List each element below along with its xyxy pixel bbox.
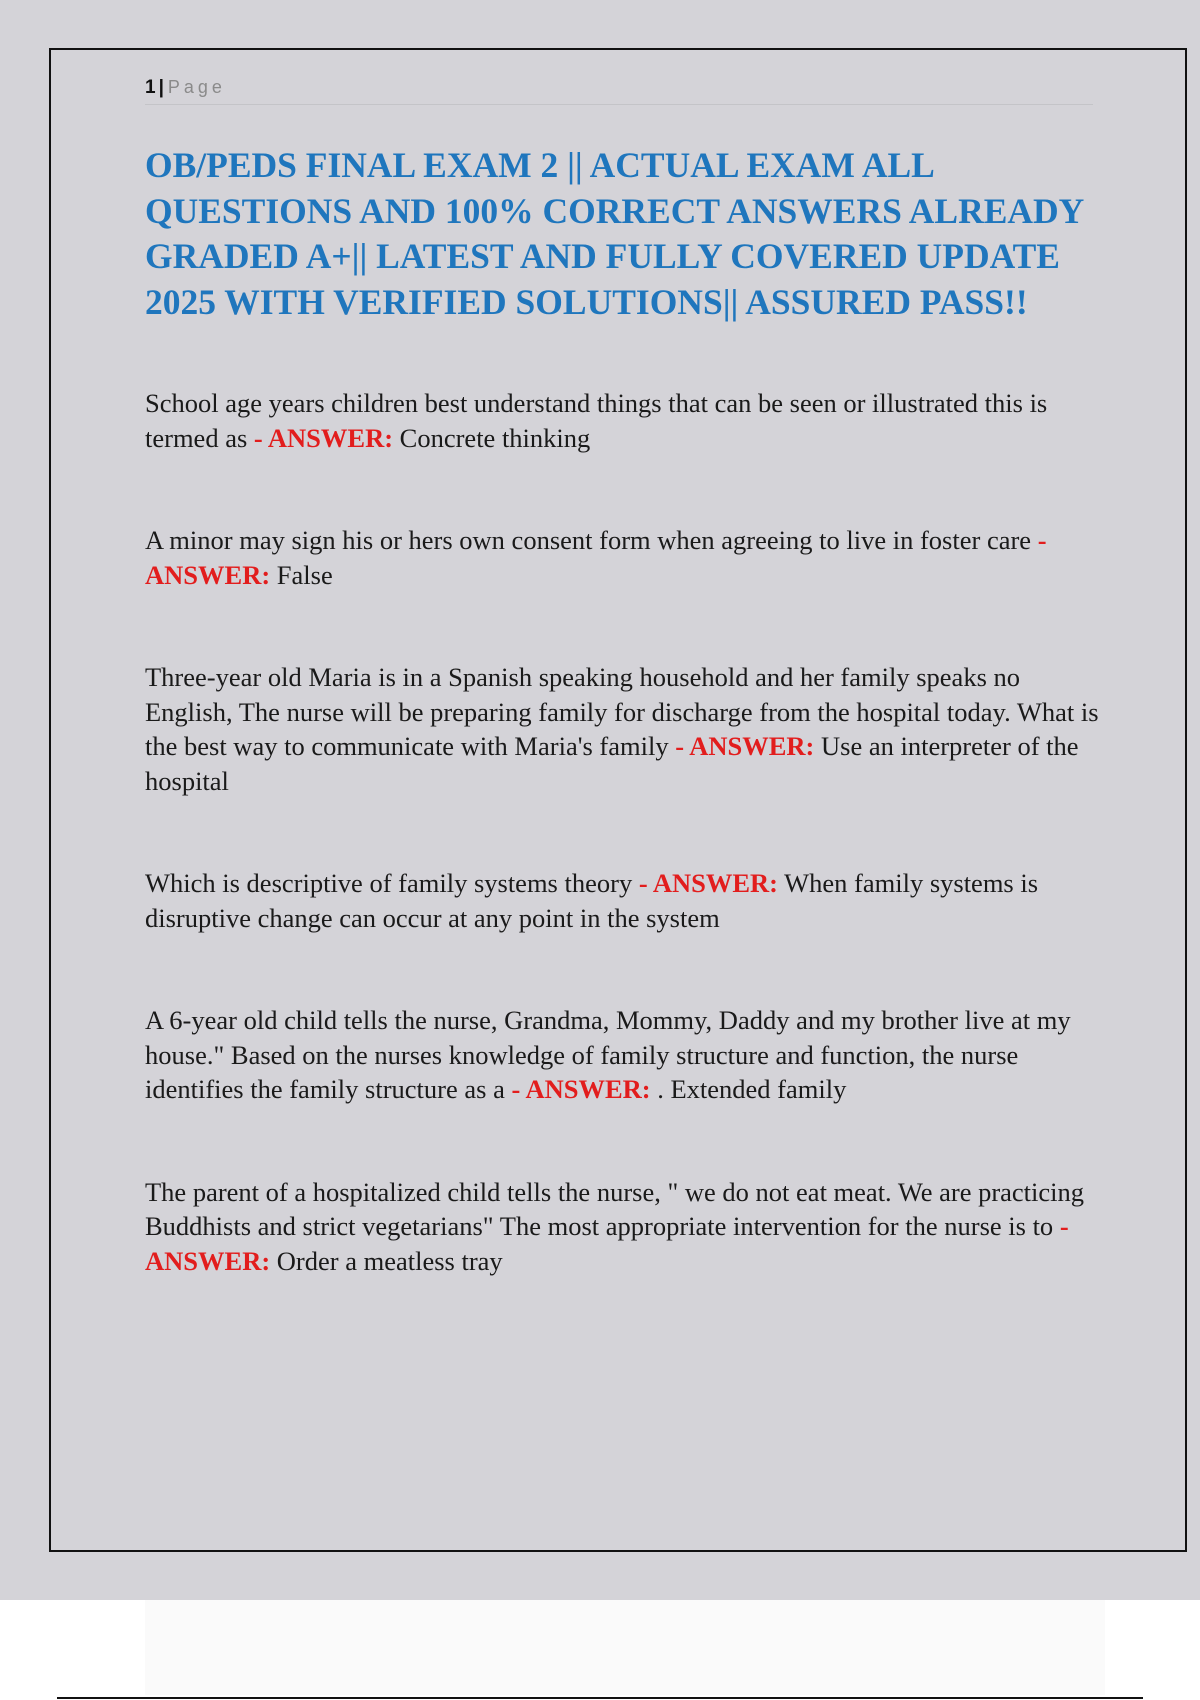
answer-marker: - ANSWER: [511,1074,651,1104]
answer-marker: - ANSWER: [675,731,815,761]
qa-item [145,1003,1105,1107]
footer-rule [57,1697,1143,1699]
answer-text: Order a meatless tray [270,1245,503,1276]
page-label: Page [167,77,226,97]
page-header [145,74,1093,105]
answer-marker: - ANSWER: [253,422,394,453]
question-text: Three-year old Maria is in a Spanish speaking household and her family speaks no English, The nurse will be preparing family for discharge from the hospital today. What is the best way to communicate with Maria's family [145,662,1099,761]
qa-item [145,386,1105,455]
page-number: 1 [145,77,156,98]
question-text: A minor may sign his or hers own consent form when agreeing to live in foster care [145,525,1038,555]
answer-text: When family systems is disruptive change can occur at any point in the system [145,868,1039,933]
answer-text: Concrete thinking [393,422,591,453]
answer-text: Use an interpreter of the hospital [145,731,1079,796]
question-text: School age years children best understand things that can be seen or illustrated this is termed as [145,388,1048,453]
qa-list [145,386,1105,1278]
document-title: OB/PEDS FINAL EXAM 2 || ACTUAL EXAM ALL QUESTIONS AND 100% CORRECT ANSWERS ALREADY GRADED A+|| LATEST AND FULLY COVERED UPDATE 2025 WITH VERIFIED SOLUTIONS|| ASSURED PASS!! [145,145,1083,322]
question-text: Which is descriptive of family systems theory [145,868,639,898]
answer-marker: - ANSWER: [145,525,1047,590]
question-text: A 6-year old child tells the nurse, Grandma, Mommy, Daddy and my brother live at my house." Based on the nurses knowledge of family structure and function, the nurse identifies the family structure as a [145,1005,1071,1104]
page-separator: | [158,77,164,98]
qa-item [145,866,1105,935]
next-page-preview [145,1600,1105,1695]
qa-item [145,523,1105,592]
answer-text: . Extended family [650,1074,847,1104]
answer-marker: - ANSWER: [145,1211,1069,1276]
question-text: The parent of a hospitalized child tells the nurse, " we do not eat meat. We are practicing Buddhists and strict vegetarians" The most appropriate intervention for the nurse is to [145,1176,1085,1241]
answer-marker: - ANSWER: [638,868,778,898]
qa-item [145,1175,1105,1279]
answer-text: False [270,559,333,590]
qa-item [145,660,1105,798]
